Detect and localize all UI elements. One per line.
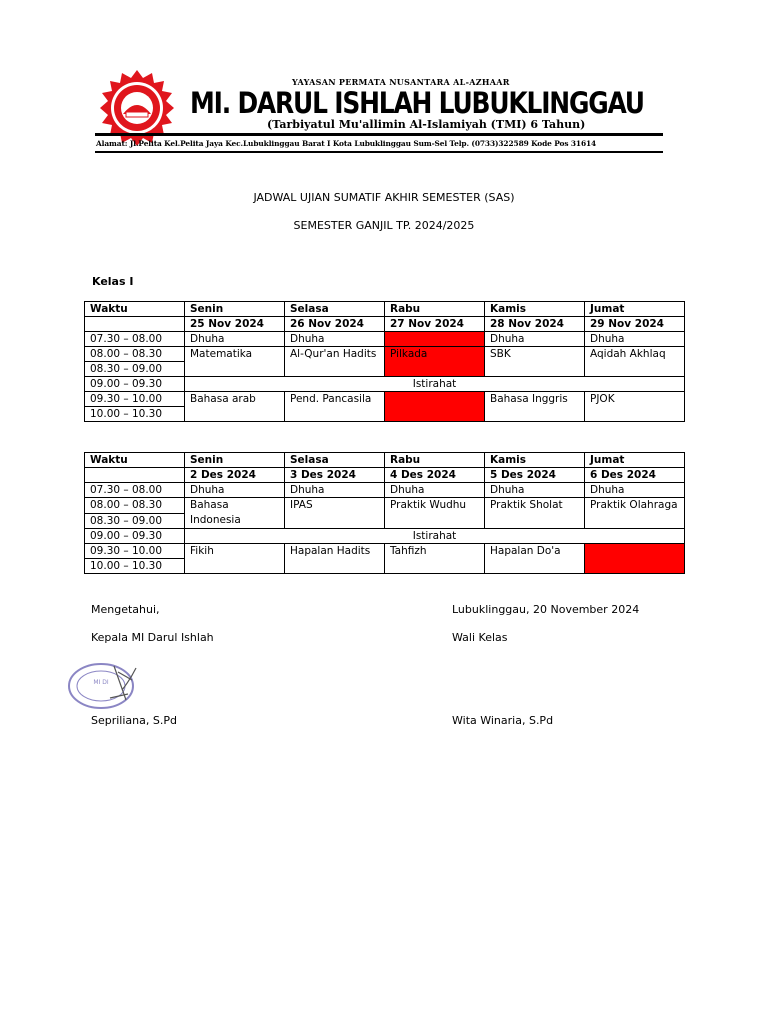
- subject-cell: Dhuha: [485, 332, 585, 347]
- date-header: 26 Nov 2024: [285, 317, 385, 332]
- letterhead-rule: [95, 133, 663, 136]
- subject-cell: Hapalan Do'a: [485, 544, 585, 574]
- subject-cell: Pend. Pancasila: [285, 392, 385, 422]
- subject-cell: Al-Qur'an Hadits: [285, 347, 385, 377]
- time-cell: 09.30 – 10.00: [85, 544, 185, 559]
- subject-cell: IPAS: [285, 498, 385, 529]
- date-header: 29 Nov 2024: [585, 317, 685, 332]
- time-cell: 10.00 – 10.30: [85, 559, 185, 574]
- document-title: JADWAL UJIAN SUMATIF AKHIR SEMESTER (SAS): [253, 191, 515, 204]
- highlighted-cell: [385, 392, 485, 422]
- date-header: 25 Nov 2024: [185, 317, 285, 332]
- class-label: Kelas I: [92, 275, 134, 288]
- school-name: MI. DARUL ISHLAH LUBUKLINGGAU: [190, 86, 644, 120]
- waktu-header: Waktu: [85, 453, 185, 468]
- day-header: Selasa: [285, 453, 385, 468]
- highlighted-cell: Pilkada: [385, 347, 485, 377]
- time-cell: 07.30 – 08.00: [85, 483, 185, 498]
- day-header: Kamis: [485, 302, 585, 317]
- highlighted-cell: [585, 544, 685, 574]
- table-row: [85, 347, 685, 362]
- break-cell: Istirahat: [185, 529, 685, 544]
- subject-cell: Matematika: [185, 347, 285, 377]
- subject-cell: Praktik Olahraga: [585, 498, 685, 529]
- subject-cell: Tahfizh: [385, 544, 485, 574]
- school-stamp: [66, 660, 146, 712]
- document-semester: SEMESTER GANJIL TP. 2024/2025: [293, 219, 475, 232]
- table-row: [85, 483, 685, 498]
- subject-cell: Hapalan Hadits: [285, 544, 385, 574]
- subject-cell: Fikih: [185, 544, 285, 574]
- schedule-table-week2: [84, 452, 685, 574]
- date-header: 3 Des 2024: [285, 468, 385, 483]
- time-cell: 09.00 – 09.30: [85, 377, 185, 392]
- subject-cell: SBK: [485, 347, 585, 377]
- subject-cell: Praktik Sholat: [485, 498, 585, 529]
- subject-cell: Dhuha: [585, 483, 685, 498]
- day-header: Jumat: [585, 302, 685, 317]
- day-header: Senin: [185, 453, 285, 468]
- day-header: Kamis: [485, 453, 585, 468]
- school-address: Alamat: Jl.Pelita Kel.Pelita Jaya Kec.Lubuklinggau Barat I Kota Lubuklinggau Sum-Sel Telp. (0733)322589 Kode Pos 31614: [96, 139, 597, 148]
- table-row: [85, 453, 685, 468]
- principal-role: Kepala MI Darul Ishlah: [91, 631, 214, 644]
- day-header: Rabu: [385, 302, 485, 317]
- table-row: [85, 468, 685, 483]
- teacher-role: Wali Kelas: [452, 631, 508, 644]
- highlighted-cell: [385, 332, 485, 347]
- day-header: Rabu: [385, 453, 485, 468]
- subject-cell: Dhuha: [485, 483, 585, 498]
- time-cell: 08.00 – 08.30: [85, 498, 185, 514]
- school-logo: [97, 68, 177, 148]
- table-row: [85, 302, 685, 317]
- subject-cell: Praktik Wudhu: [385, 498, 485, 529]
- school-subtitle: (Tarbiyatul Mu'allimin Al-Islamiyah (TMI) 6 Tahun): [267, 118, 586, 131]
- subject-cell: Dhuha: [585, 332, 685, 347]
- subject-cell: Dhuha: [385, 483, 485, 498]
- day-header: Selasa: [285, 302, 385, 317]
- table-row: [85, 317, 685, 332]
- date-header: 5 Des 2024: [485, 468, 585, 483]
- subject-cell: Dhuha: [185, 332, 285, 347]
- subject-cell: Aqidah Akhlaq: [585, 347, 685, 377]
- date-header: 2 Des 2024: [185, 468, 285, 483]
- letterhead-rule-thin: [95, 151, 663, 153]
- subject-cell: Bahasa Inggris: [485, 392, 585, 422]
- subject-cell: Dhuha: [185, 483, 285, 498]
- date-header: 27 Nov 2024: [385, 317, 485, 332]
- subject-cell: Dhuha: [285, 483, 385, 498]
- subject-cell: Bahasa arab: [185, 392, 285, 422]
- empty-cell: [85, 468, 185, 483]
- table-row: [85, 544, 685, 559]
- waktu-header: Waktu: [85, 302, 185, 317]
- subject-cell: Bahasa Indonesia: [185, 498, 285, 529]
- stamp-text: MI DI: [93, 679, 109, 686]
- principal-name: Sepriliana, S.Pd: [91, 714, 177, 727]
- table-row: [85, 392, 685, 407]
- time-cell: 09.30 – 10.00: [85, 392, 185, 407]
- time-cell: 08.00 – 08.30: [85, 347, 185, 362]
- table-row: [85, 332, 685, 347]
- time-cell: 10.00 – 10.30: [85, 407, 185, 422]
- table-row: [85, 377, 685, 392]
- foundation-name: YAYASAN PERMATA NUSANTARA AL-AZHAAR: [292, 77, 510, 87]
- date-header: 4 Des 2024: [385, 468, 485, 483]
- time-cell: 08.30 – 09.00: [85, 513, 185, 529]
- time-cell: 08.30 – 09.00: [85, 362, 185, 377]
- schedule-table-week1: [84, 301, 685, 422]
- date-header: 6 Des 2024: [585, 468, 685, 483]
- acknowledged-label: Mengetahui,: [91, 603, 160, 616]
- date-header: 28 Nov 2024: [485, 317, 585, 332]
- empty-cell: [85, 317, 185, 332]
- table-row: [85, 529, 685, 544]
- time-cell: 07.30 – 08.00: [85, 332, 185, 347]
- place-date: Lubuklinggau, 20 November 2024: [452, 603, 640, 616]
- table-row: [85, 498, 685, 514]
- teacher-name: Wita Winaria, S.Pd: [452, 714, 554, 727]
- time-cell: 09.00 – 09.30: [85, 529, 185, 544]
- subject-cell: Dhuha: [285, 332, 385, 347]
- day-header: Senin: [185, 302, 285, 317]
- subject-cell: PJOK: [585, 392, 685, 422]
- break-cell: Istirahat: [185, 377, 685, 392]
- day-header: Jumat: [585, 453, 685, 468]
